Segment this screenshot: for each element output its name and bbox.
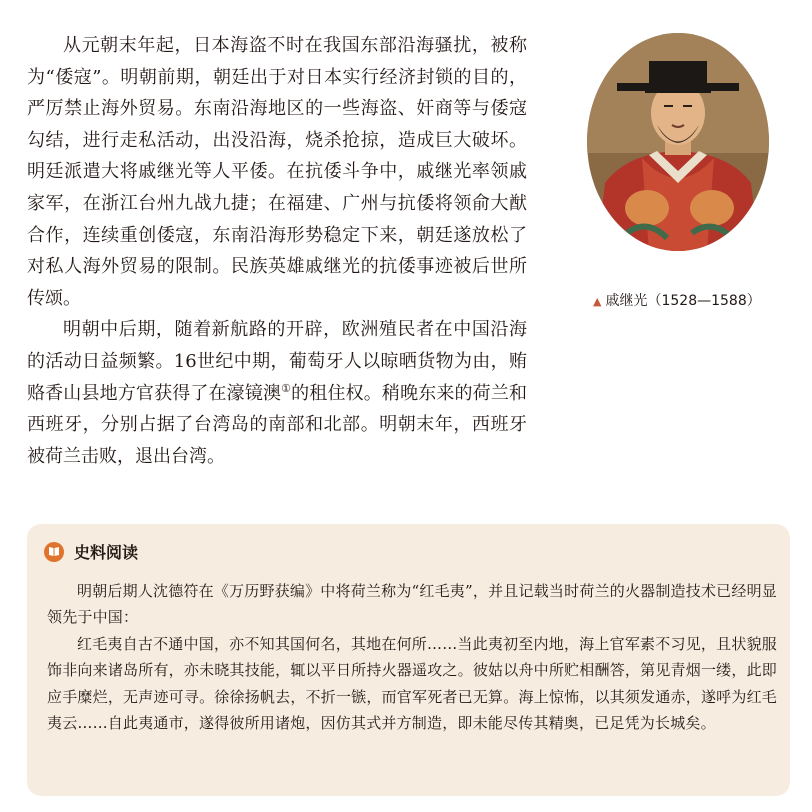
box-header xyxy=(44,540,138,563)
source-reading-box xyxy=(27,524,790,796)
main-paragraph-2 xyxy=(27,314,527,472)
main-paragraph-1: 从元朝末年起，日本海盗不时在我国东部沿海骚扰，被称为“倭寇”。明朝前期，朝廷出于对日本实行经济封锁的目的，严厉禁止海外贸易。东南沿海地区的一些海盗、奸商等与倭寇勾结，进行走私活动，出没沿海，烧杀抢掠，造成巨大破坏。明廷派遣大将戚继光等人平倭。在抗倭斗争中，戚继光率领戚家军，在浙江台州九战九捷；在福建、广州与抗倭将领俞大猷合作，连续重创倭寇，东南沿海形势稳定下来，朝廷遂放松了对私人海外贸易的限制。民族英雄戚继光的抗倭事迹被后世所传颂。 xyxy=(27,35,527,309)
caption-triangle-marker: ▲ xyxy=(593,295,602,308)
portrait-image xyxy=(587,33,769,251)
main-paragraph-2-part-2: 的租住权。稍晚东来的荷兰和西班牙，分别占据了台湾岛的南部和北部。明朝末年，西班牙被荷兰击败，退出台湾。 xyxy=(27,382,527,467)
caption-text: 戚继光（1528—1588） xyxy=(605,293,761,309)
box-title: 史料阅读 xyxy=(74,543,139,562)
main-text xyxy=(27,30,527,472)
portrait-caption xyxy=(593,290,761,310)
box-paragraph-1: 明朝后期人沈德符在《万历野获编》中将荷兰称为“红毛夷”，并且记载当时荷兰的火器制造技术已经明显领先于中国： xyxy=(47,582,777,627)
book-icon xyxy=(44,542,64,562)
box-body xyxy=(47,578,777,736)
box-paragraph-2: 红毛夷自古不通中国，亦不知其国何名，其地在何所……当此夷初至内地，海上官军素不习见，且状貌服饰非向来诸岛所有，亦未晓其技能，辄以平日所持火器遥攻之。彼姑以舟中所贮相酬答，第见青烟一缕，此即应手糜烂，无声迹可寻。徐徐扬帆去，不折一镞，而官军死者已无算。海上惊怖，以其须发通赤，遂呼为红毛夷云……自此夷通市，遂得彼所用诸炮，因仿其式并方制造，即未能尽传其精奥，已足凭为长城矣。 xyxy=(47,634,777,733)
main-paragraph-2-part-1: 明朝中后期，随着新航路的开辟，欧洲殖民者在中国沿海的活动日益频繁。16世纪中期，葡萄牙人以晾晒货物为由，贿赂香山县地方官获得了在濠镜澳 xyxy=(27,319,527,404)
footnote-mark[interactable]: ① xyxy=(281,381,292,395)
